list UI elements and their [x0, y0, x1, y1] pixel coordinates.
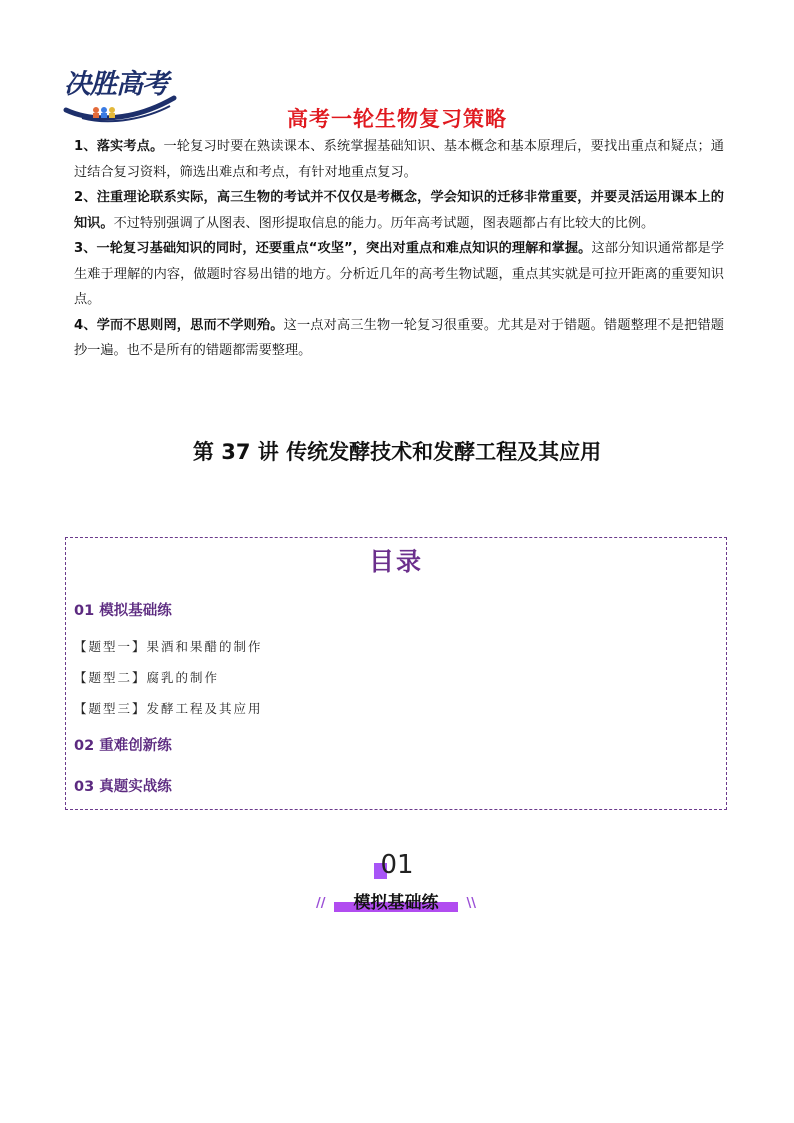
tip-item [74, 236, 724, 313]
tip-item [74, 134, 724, 185]
strategy-title: 高考一轮生物复习策略 [287, 107, 507, 131]
toc-subitem-link[interactable]: 【题型二】腐乳的制作 [74, 670, 220, 685]
tip-text: 这部分知识通常都是学生难于理解的内容，做题时容易出错的地方。分析近几年的高考生物试题，重点其实就是可拉开距离的重要知识点。 [74, 241, 725, 307]
lecture-title: 第 37 讲 传统发酵技术和发酵工程及其应用 [192, 440, 602, 464]
toc-subitem-link[interactable]: 【题型一】果酒和果醋的制作 [74, 639, 263, 654]
section-banner [318, 884, 474, 916]
tip-heading: 3、一轮复习基础知识的同时，还要重点“攻坚”，突出对重点和难点知识的理解和掌握。 [74, 241, 592, 256]
toc-section-link[interactable]: 02 重难创新练 [74, 738, 172, 754]
tip-heading: 4、学而不思则罔，思而不学则殆。 [74, 317, 284, 333]
tip-item [74, 313, 724, 364]
tip-heading: 2、注重理论联系实际，高三生物的考试并不仅仅是考概念，学会知识的迁移非常重要，并要灵活运用课本上的知识。 [74, 190, 724, 231]
toc-section-link[interactable]: 03 真题实战练 [74, 779, 172, 795]
table-of-contents [65, 537, 727, 810]
section-title: 模拟基础练 [353, 893, 439, 913]
toc-subitem-link[interactable]: 【题型三】发酵工程及其应用 [74, 701, 263, 716]
logo-text: 决胜高考 [64, 69, 168, 100]
tip-text: 这一点对高三生物一轮复习很重要。尤其是对于错题。错题整理不是把错题抄一遍。也不是所有的错题都需要整理。 [74, 317, 724, 358]
toc-section-link[interactable]: 01 模拟基础练 [74, 603, 172, 619]
toc-title: 目录 [368, 547, 423, 576]
tip-text: 一轮复习时要在熟读课本、系统掌握基础知识、基本概念和基本原理后，要找出重点和疑点；通过结合复习资料，筛选出难点和考点，有针对地重点复习。 [74, 139, 724, 180]
section-number: 01 [380, 850, 414, 880]
tip-text: 不过特别强调了从图表、图形提取信息的能力。历年高考试题，图表题都占有比较大的比例。 [113, 215, 655, 231]
tip-item [74, 185, 724, 236]
section-banner-left-mark: // [316, 896, 326, 911]
tip-heading: 1、落实考点。 [74, 139, 164, 154]
tips-list [74, 134, 724, 364]
section-banner-right-mark: \\ [466, 896, 476, 911]
